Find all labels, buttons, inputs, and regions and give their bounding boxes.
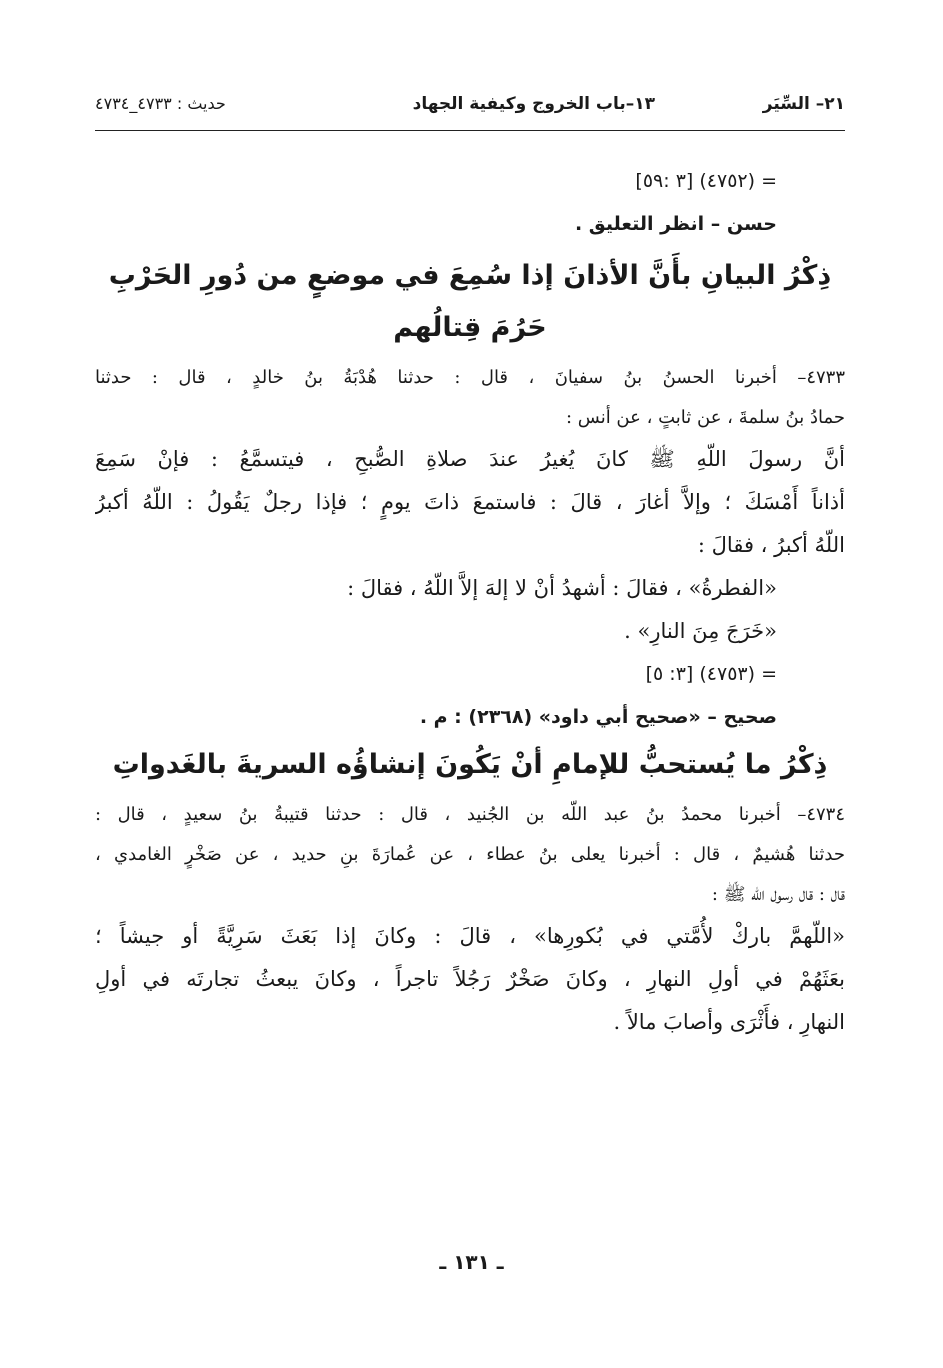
hadith-grade: صحيح – «صحيح أبي داود» (٢٣٦٨) : م .	[419, 706, 777, 728]
hadith-4734-isnad: ٤٧٣٤– أخبرنا محمدُ بنُ عبد اللّه بن الجُنيد ، قال : حدثنا قتيبةُ بنُ سعيدٍ ، قال :	[95, 804, 845, 825]
hadith-4733-text: «الفطرةُ» ، فقالَ : أشهدُ أنْ لا إلهَ إلاَّ اللّهُ ، فقالَ :	[347, 576, 777, 600]
page-number: ـ ١٣١ ـ	[439, 1250, 504, 1274]
hadith-4733-isnad: ٤٧٣٣– أخبرنا الحسنُ بنُ سفيانَ ، قال : حدثنا هُدْبَةُ بنُ خالدٍ ، قال : حدثنا	[95, 367, 845, 388]
hadith-4734-isnad: قال : قال رسول اللّه ﷺ :	[711, 884, 845, 905]
hadith-4734-text: النهارِ ، فأَثْرَى وأصابَ مالاً .	[613, 1010, 845, 1034]
cross-reference: = (٤٧٥٢) [٣ :٥٩]	[635, 170, 777, 192]
hadith-4733-text: اللّهُ أكبرُ ، فقالَ :	[697, 533, 845, 557]
hadith-4733-text: أذاناً أَمْسَكَ ؛ وإلاَّ أغارَ ، قالَ : فاستمعَ ذاتَ يومٍ ؛ فإذا رجلٌ يَقُولُ : اللّهُ أكبرُ	[95, 490, 845, 514]
page-content	[95, 160, 845, 1044]
hadith-grade: حسن – انظر التعليق .	[574, 213, 777, 235]
section-heading: ذِكْرُ البيانِ بأَنَّ الأذانَ إذا سُمِعَ في موضعٍ من دُورِ الحَرْبِ	[108, 260, 832, 291]
header-rule	[95, 130, 845, 131]
hadith-4733-text: «خَرَجَ مِنَ النارِ» .	[624, 619, 777, 643]
hadith-4733-isnad-continued: حمادُ بنُ سلمةَ ، عن ثابتٍ ، عن أنس :	[565, 407, 845, 428]
hadith-4734-isnad: حدثنا هُشيمٌ ، قال : أخبرنا يعلى بنُ عطاء ، عن عُمارَةَ بنِ حديد ، عن صَخْرٍ الغامدي ،	[95, 844, 845, 865]
running-head	[95, 94, 845, 130]
section-heading: ذِكْرُ ما يُستحبُّ للإمامِ أنْ يَكُونَ إنشاؤُه السريةَ بالغَدواتِ	[112, 749, 828, 780]
chapter-title: ١٣–باب الخروج وكيفية الجهاد	[412, 94, 655, 114]
hadith-4734-text: «اللّهمَّ باركْ لأُمَّتي في بُكورِها» ، قالَ : وكانَ إذا بَعَثَ سَرِيَّةً أو جيشاً ؛	[95, 924, 845, 948]
book-title: ٢١– السِّيَر	[762, 94, 845, 114]
hadith-range: حديث : ٤٧٣٣_٤٧٣٤	[95, 94, 226, 113]
hadith-4734-text: بعَثَهُمْ في أولِ النهارِ ، وكانَ صَخْرٌ رَجُلاً تاجراً ، وكانَ يبعثُ تجارتَه في أولِ	[95, 967, 845, 991]
section-heading-continued: حَرُمَ قِتالُهم	[393, 312, 547, 343]
cross-reference: = (٤٧٥٣) [٣: ٥]	[645, 663, 777, 685]
hadith-4733-text: أنَّ رسولَ اللّهِ ﷺ كانَ يُغيرُ عندَ صلاةِ الصُّبحِ ، فيتسمَّعُ : فإنْ سَمِعَ	[95, 447, 845, 471]
